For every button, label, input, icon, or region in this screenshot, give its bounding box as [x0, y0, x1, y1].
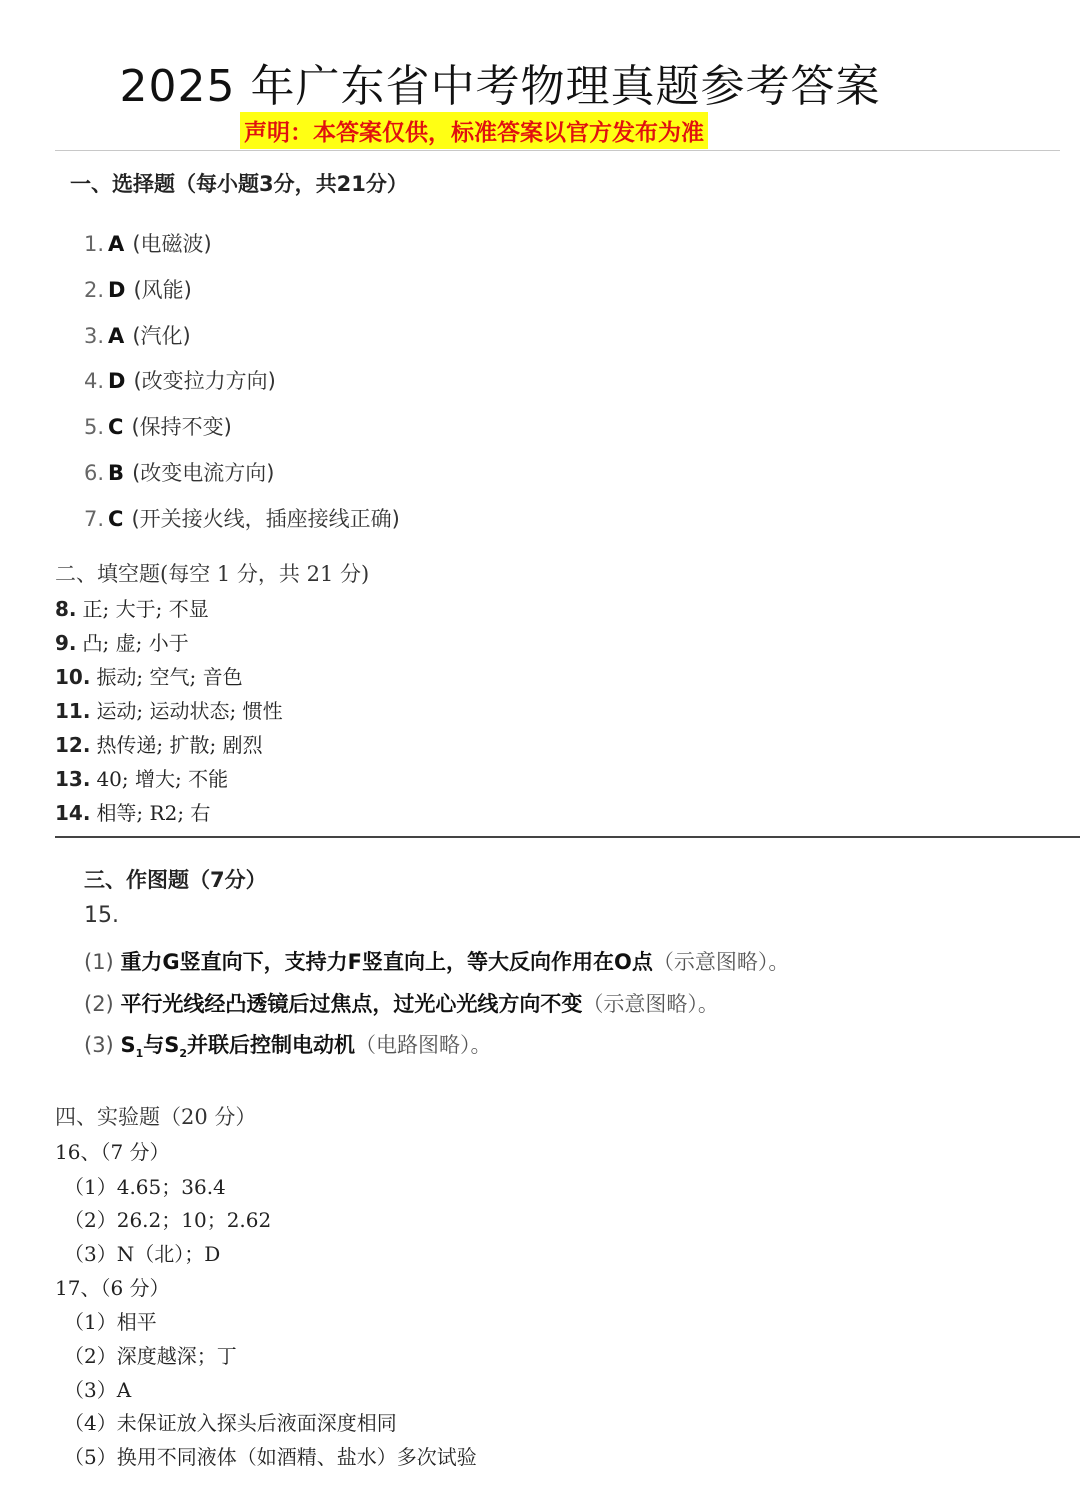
disclaimer-notice: 声明：本答案仅供，标准答案以官方发布为准: [240, 112, 708, 149]
mc-item: [84, 411, 232, 441]
mc-note: (开关接火线，插座接线正确): [131, 507, 400, 531]
answer-note: （示意图略）。: [652, 950, 790, 974]
q16-part: （2）26.2；10；2.62: [64, 1208, 272, 1232]
fill-answer: 振动; 空气; 音色: [96, 665, 243, 689]
q17-part: （2）深度越深；丁: [64, 1344, 237, 1368]
mc-answer: C: [108, 507, 124, 531]
fill-answer: 运动; 运动状态; 惯性: [96, 699, 283, 723]
fill-answer: 正; 大于; 不显: [82, 597, 209, 621]
fill-answer: 相等; R2; 右: [96, 801, 211, 825]
q17-part: （3）A: [64, 1378, 132, 1402]
drawing-answer: [84, 946, 789, 976]
mc-answer: A: [108, 232, 125, 256]
top-divider: [55, 150, 1060, 151]
drawing-answer: [84, 988, 719, 1018]
fill-item: [55, 695, 283, 724]
mc-number: 1.: [84, 232, 105, 256]
fill-item: [55, 797, 210, 826]
mc-answer: A: [108, 324, 125, 348]
mc-number: 2.: [84, 278, 105, 302]
mc-item: [84, 365, 276, 395]
question-17-label: 17、（6 分）: [55, 1276, 170, 1300]
mc-note: (保持不变): [131, 415, 232, 439]
mc-note: (电磁波): [132, 232, 212, 256]
fill-answer: 热传递; 扩散; 剧烈: [96, 733, 263, 757]
mc-number: 7.: [84, 507, 105, 531]
drawing-answer: [84, 1029, 492, 1060]
question-15-number: 15.: [84, 903, 119, 928]
mc-number: 6.: [84, 461, 105, 485]
mc-number: 3.: [84, 324, 105, 348]
q16-part: （1）4.65；36.4: [64, 1175, 226, 1199]
fill-number: 10.: [55, 665, 91, 689]
middle-divider: [55, 836, 1080, 838]
mc-note: (汽化): [132, 324, 191, 348]
mc-item: [84, 503, 400, 533]
fill-number: 11.: [55, 699, 91, 723]
mc-item: [84, 228, 212, 258]
fill-number: 14.: [55, 801, 91, 825]
answer-text: 并联后控制电动机: [187, 1033, 355, 1057]
answer-note: （示意图略）。: [582, 992, 719, 1016]
fill-item: [55, 729, 263, 758]
mc-number: 5.: [84, 415, 105, 439]
answer-text: 重力G竖直向下，支持力F竖直向上，等大反向作用在O点: [120, 950, 653, 974]
fill-answer: 凸; 虚; 小于: [82, 631, 189, 655]
fill-item: [55, 627, 189, 656]
fill-item: [55, 593, 209, 622]
mc-answer: D: [108, 369, 126, 393]
mc-answer: B: [108, 461, 125, 485]
section2-heading: 二、填空题(每空 1 分，共 21 分): [55, 562, 370, 586]
mc-note: (改变电流方向): [132, 461, 275, 485]
fill-number: 9.: [55, 631, 77, 655]
fill-item: [55, 661, 243, 690]
mc-note: (风能): [133, 278, 192, 302]
fill-number: 13.: [55, 767, 91, 791]
part-label: (2): [84, 992, 114, 1016]
switch-s1: $S_1$: [120, 1033, 144, 1061]
section4-heading: 四、实验题（20 分）: [55, 1105, 257, 1129]
question-16-label: 16、（7 分）: [55, 1140, 170, 1164]
q17-part: （4）未保证放入探头后液面深度相同: [64, 1411, 397, 1435]
mc-answer: C: [108, 415, 124, 439]
section3-heading: 三、作图题（7分）: [84, 868, 267, 892]
mc-item: [84, 274, 192, 304]
switch-s2: $S_2$: [164, 1033, 187, 1061]
mc-item: [84, 457, 274, 487]
part-label: (3): [84, 1033, 114, 1057]
fill-item: [55, 763, 228, 792]
mc-number: 4.: [84, 369, 105, 393]
mc-item: [84, 320, 191, 350]
q17-part: （5）换用不同液体（如酒精、盐水）多次试验: [64, 1445, 477, 1469]
answer-text: 平行光线经凸透镜后过焦点，过光心光线方向不变: [120, 992, 583, 1016]
mc-answer: D: [108, 278, 126, 302]
connector-text: 与: [143, 1033, 165, 1057]
fill-number: 8.: [55, 597, 77, 621]
q16-part: （3）N（北）；D: [64, 1242, 221, 1266]
fill-answer: 40; 增大; 不能: [96, 767, 229, 791]
fill-number: 12.: [55, 733, 91, 757]
q17-part: （1）相平: [64, 1310, 157, 1334]
section1-heading: 一、选择题（每小题3分，共21分）: [70, 172, 408, 196]
page-title: 2025 年广东省中考物理真题参考答案: [119, 61, 881, 112]
part-label: (1): [84, 950, 114, 974]
mc-note: (改变拉力方向): [133, 369, 276, 393]
answer-note: （电路图略）。: [355, 1033, 492, 1057]
